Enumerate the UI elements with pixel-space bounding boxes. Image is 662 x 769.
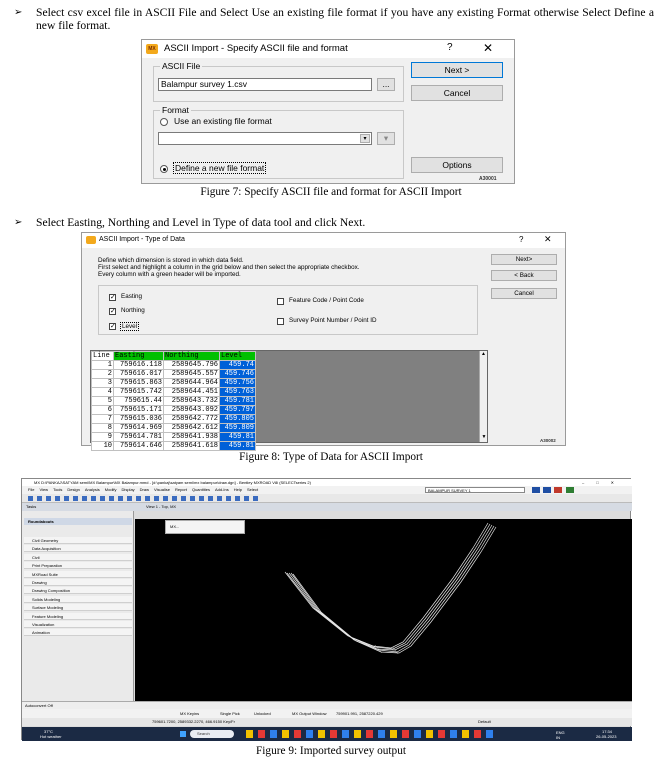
clock-date: 26-05-2023 xyxy=(596,734,617,739)
tasks-title: Tasks xyxy=(26,504,37,509)
back-button[interactable]: < Back xyxy=(491,270,557,281)
view-title: View 1 - Top, MX xyxy=(146,504,177,509)
northing-label: Northing xyxy=(121,307,145,314)
level-dropdown[interactable]: BALAMPUR SURVEY 1 xyxy=(425,487,525,493)
ascii-import-dialog xyxy=(141,39,515,184)
easting-cell[interactable]: 759615.171 xyxy=(114,406,164,415)
side-item[interactable]: Drawing xyxy=(24,579,132,586)
cancel-button[interactable]: Cancel xyxy=(491,288,557,299)
level-cell[interactable]: 459.763 xyxy=(220,388,256,397)
grid-row[interactable] xyxy=(92,433,256,442)
define-new-radio[interactable] xyxy=(160,165,168,173)
northing-cell[interactable]: 2589641.618 xyxy=(164,442,220,451)
step-1-text: Select csv excel file in ASCII File and Select Use an existing file format if you have any existing Format otherwise Select Define a new file format. xyxy=(36,6,654,32)
dialog-code: A30001 xyxy=(479,176,497,182)
easting-cell[interactable]: 759614.781 xyxy=(114,433,164,442)
group-label: Format xyxy=(162,105,189,115)
menu-item[interactable]: Display xyxy=(121,487,135,492)
weather-text: Hot weather xyxy=(40,734,62,739)
line-cell[interactable]: 7 xyxy=(92,415,114,424)
ascii-file-group xyxy=(153,61,404,102)
options-button[interactable]: Options xyxy=(411,157,503,173)
level-cell[interactable]: 459.81 xyxy=(220,442,256,451)
language-label: ENG IN xyxy=(556,730,565,740)
window-controls[interactable]: –□✕ xyxy=(582,480,626,485)
use-existing-radio[interactable] xyxy=(160,118,168,126)
toolbar-icons[interactable] xyxy=(28,496,258,501)
level-cell[interactable]: 459.81 xyxy=(220,433,256,442)
cancel-button[interactable]: Cancel xyxy=(411,85,503,101)
side-item[interactable]: Data Acquisition xyxy=(24,545,132,552)
menu-item[interactable]: Quantities xyxy=(191,487,210,492)
side-item[interactable]: Civil xyxy=(24,554,132,561)
line-cell[interactable]: 2 xyxy=(92,370,114,379)
search-box[interactable] xyxy=(190,730,234,738)
northing-cell[interactable]: 2589641.938 xyxy=(164,433,220,442)
level-cell[interactable]: 459.756 xyxy=(220,379,256,388)
default-label: Default xyxy=(478,719,491,724)
use-existing-label: Use an existing file format xyxy=(174,116,272,126)
data-fields-group xyxy=(98,285,478,335)
menu-item[interactable]: Analysis xyxy=(84,487,100,492)
column-header-easting[interactable]: Easting xyxy=(114,352,164,361)
easting-cell[interactable]: 759614.646 xyxy=(114,442,164,451)
bullet-arrow-icon: ➢ xyxy=(14,7,23,18)
help-icon[interactable]: ? xyxy=(519,235,524,244)
easting-label: Easting xyxy=(121,293,143,300)
level-cell[interactable]: 459.805 xyxy=(220,415,256,424)
side-item[interactable]: Surface Modeling xyxy=(24,604,132,611)
survey-strings xyxy=(285,523,496,653)
northing-cell[interactable]: 2589642.612 xyxy=(164,424,220,433)
side-item[interactable]: MXRoad Suite xyxy=(24,571,132,578)
mx-title: MX D:\PANKAJ\SATYAM semi\MX Balampur\MX Balampur.mmd - [d:\pankaj\satyam semi\mx balampur\draw.dgn] - Bentley MXROAD V8i (SELECTseries 2) xyxy=(34,480,311,485)
line-cell[interactable]: 10 xyxy=(92,442,114,451)
dialog-code: A30002 xyxy=(540,438,556,443)
format-select[interactable] xyxy=(158,132,372,145)
mx-app-icon: MX xyxy=(146,44,158,54)
mx-subbar xyxy=(22,503,632,511)
chevron-down-icon[interactable]: ▾ xyxy=(360,134,370,143)
taskbar-app-icons[interactable] xyxy=(246,730,496,738)
type-of-data-dialog xyxy=(81,232,566,450)
northing-cell[interactable]: 2589645.557 xyxy=(164,370,220,379)
roundabouts-label: Roundabouts xyxy=(28,519,54,524)
grid-row[interactable] xyxy=(92,388,256,397)
line-cell[interactable]: 8 xyxy=(92,424,114,433)
northing-cell[interactable]: 2589644.964 xyxy=(164,379,220,388)
level-cell[interactable]: 459.746 xyxy=(220,370,256,379)
side-item[interactable]: Visualization xyxy=(24,621,132,628)
floating-window-label: MX... xyxy=(170,524,180,529)
northing-cell[interactable]: 2589643.092 xyxy=(164,406,220,415)
easting-cell[interactable]: 759615.742 xyxy=(114,388,164,397)
browse-button[interactable]: ... xyxy=(377,78,395,91)
easting-cell[interactable]: 759615.036 xyxy=(114,415,164,424)
menu-item[interactable]: Design xyxy=(67,487,80,492)
help-icon[interactable]: ? xyxy=(447,42,453,53)
menu-item[interactable]: Report xyxy=(174,487,187,492)
instruction-line: Every column with a green header will be imported. xyxy=(98,271,241,278)
coord-label: 759901.991, 2587220.429 xyxy=(336,711,383,716)
mx-statusbar-1 xyxy=(22,701,632,709)
survey-alignment xyxy=(135,519,632,701)
dialog-title: ASCII Import - Specify ASCII file and format xyxy=(164,43,348,54)
data-grid[interactable] xyxy=(90,350,488,450)
mx-titlebar xyxy=(22,479,632,486)
menu-item[interactable]: Help xyxy=(233,487,243,492)
windows-start-icon[interactable] xyxy=(180,731,186,737)
side-item[interactable]: Drawing Composition xyxy=(24,587,132,594)
level-checkbox[interactable]: ✓ xyxy=(110,323,116,330)
pick-label: Single Pick xyxy=(220,711,240,716)
side-item[interactable]: Print Preparation xyxy=(24,562,132,569)
menu-item[interactable]: Tools xyxy=(53,487,63,492)
grid-row[interactable] xyxy=(92,406,256,415)
northing-cell[interactable]: 2589644.451 xyxy=(164,388,220,397)
line-cell[interactable]: 1 xyxy=(92,361,114,370)
figure-9-caption: Figure 9: Imported survey output xyxy=(256,745,406,757)
autoconvert-label: Autoconvert Off xyxy=(25,703,53,708)
dialog-titlebar xyxy=(82,233,565,248)
grid-scrollbar[interactable] xyxy=(479,351,487,442)
menu-list xyxy=(28,486,263,494)
level-cell[interactable]: 459.74 xyxy=(220,361,256,370)
menu-item[interactable]: Visualise xyxy=(154,487,170,492)
level-cell[interactable]: 459.797 xyxy=(220,406,256,415)
mx-statusbar-3 xyxy=(22,718,632,726)
northing-cell[interactable]: 2589645.796 xyxy=(164,361,220,370)
data-table xyxy=(91,351,256,451)
instructions xyxy=(98,257,478,278)
line-cell[interactable]: 5 xyxy=(92,397,114,406)
grid-row[interactable] xyxy=(92,370,256,379)
group-label: ASCII File xyxy=(162,61,201,71)
level-label: Level xyxy=(122,323,138,330)
menu-item[interactable]: File xyxy=(28,487,35,492)
northing-cell[interactable]: 2589643.732 xyxy=(164,397,220,406)
search-label: Search xyxy=(197,731,210,736)
weather-temp: 37°C xyxy=(44,729,53,734)
easting-cell[interactable]: 759614.969 xyxy=(114,424,164,433)
line-cell[interactable]: 3 xyxy=(92,379,114,388)
grid-row[interactable] xyxy=(92,424,256,433)
windows-taskbar xyxy=(22,727,632,741)
side-item[interactable]: Feature Modeling xyxy=(24,613,132,620)
level-cell[interactable]: 459.781 xyxy=(220,397,256,406)
step-2-text: Select Easting, Northing and Level in Type of data tool and click Next. xyxy=(36,216,366,229)
survey-point-label: Survey Point Number / Point ID xyxy=(289,317,377,324)
menu-item[interactable]: Draw xyxy=(139,487,150,492)
menu-item[interactable]: Add-Ins xyxy=(214,487,229,492)
menu-item[interactable]: Select xyxy=(247,487,259,492)
instruction-line: First select and highlight a column in the grid below and then select the appropriate checkbox. xyxy=(98,264,360,271)
line-cell[interactable]: 9 xyxy=(92,433,114,442)
scroll-down-icon[interactable]: ▼ xyxy=(481,434,487,440)
scroll-up-icon[interactable]: ▲ xyxy=(481,351,486,357)
tasks-panel xyxy=(22,511,134,701)
dialog-titlebar xyxy=(142,40,514,58)
roundabouts-header[interactable] xyxy=(24,518,132,525)
coords-readout: 759601.7200, 2589332.2270, 466.9150 Key/Fr xyxy=(152,719,235,724)
grid-body xyxy=(92,361,256,451)
side-item[interactable]: Animation xyxy=(24,629,132,636)
close-icon[interactable]: ✕ xyxy=(483,41,494,55)
bullet-arrow-icon: ➢ xyxy=(14,217,23,228)
format-group xyxy=(153,105,404,179)
mx-toolbar[interactable] xyxy=(22,494,632,503)
northing-checkbox[interactable]: ✓ xyxy=(110,308,116,315)
menu-item[interactable]: View xyxy=(39,487,49,492)
dialog-title: ASCII Import - Type of Data xyxy=(99,236,185,243)
grid-row[interactable] xyxy=(92,397,256,406)
side-item[interactable]: Solids Modeling xyxy=(24,596,132,603)
easting-cell[interactable]: 759616.118 xyxy=(114,361,164,370)
mx-statusbar-2 xyxy=(22,709,632,718)
clock-time: 17:34 xyxy=(602,729,613,734)
grid-row[interactable] xyxy=(92,361,256,370)
close-icon[interactable]: ✕ xyxy=(544,234,552,244)
define-new-label: Define a new file format xyxy=(175,163,265,173)
survey-point-checkbox[interactable] xyxy=(277,318,284,325)
toolbar-icons[interactable] xyxy=(532,487,592,493)
figure-7-caption: Figure 7: Specify ASCII file and format for ASCII Import xyxy=(200,186,462,198)
level-cell[interactable]: 459.809 xyxy=(220,424,256,433)
northing-cell[interactable]: 2589642.772 xyxy=(164,415,220,424)
format-edit-button[interactable]: ▾ xyxy=(377,132,395,145)
mx-app-icon xyxy=(86,236,96,244)
column-header-northing[interactable]: Northing xyxy=(164,352,220,361)
column-header-line[interactable]: Line xyxy=(92,352,114,361)
easting-cell[interactable]: 759615.863 xyxy=(114,379,164,388)
instruction-line: Define which dimension is stored in which data field. xyxy=(98,257,244,264)
output-label: MX Output Window xyxy=(292,711,327,716)
next-button[interactable]: Next> xyxy=(491,254,557,265)
grid-row[interactable] xyxy=(92,415,256,424)
feature-code-label: Feature Code / Point Code xyxy=(289,297,364,304)
grid-header-row xyxy=(92,352,256,361)
side-item[interactable]: Civil Geometry xyxy=(24,537,132,544)
figure-8-caption: Figure 8: Type of Data for ASCII Import xyxy=(239,451,423,463)
mx-menubar xyxy=(22,486,632,494)
grid-row[interactable] xyxy=(92,442,256,451)
view-canvas[interactable] xyxy=(135,519,632,701)
easting-checkbox[interactable]: ✓ xyxy=(110,294,116,301)
menu-item[interactable]: Modify xyxy=(104,487,117,492)
easting-cell[interactable]: 759616.017 xyxy=(114,370,164,379)
column-header-level[interactable]: Level xyxy=(220,352,256,361)
line-cell[interactable]: 6 xyxy=(92,406,114,415)
grid-row[interactable] xyxy=(92,379,256,388)
line-cell[interactable]: 4 xyxy=(92,388,114,397)
mxroad-window xyxy=(21,478,631,740)
unlocked-label: Unlocked xyxy=(254,711,271,716)
feature-code-checkbox[interactable] xyxy=(277,298,284,305)
next-button[interactable]: Next > xyxy=(411,62,503,78)
file-path-field[interactable]: Balampur survey 1.csv xyxy=(158,78,372,91)
easting-cell[interactable]: 759615.44 xyxy=(114,397,164,406)
keyins-label: MX Keyins xyxy=(180,711,200,716)
